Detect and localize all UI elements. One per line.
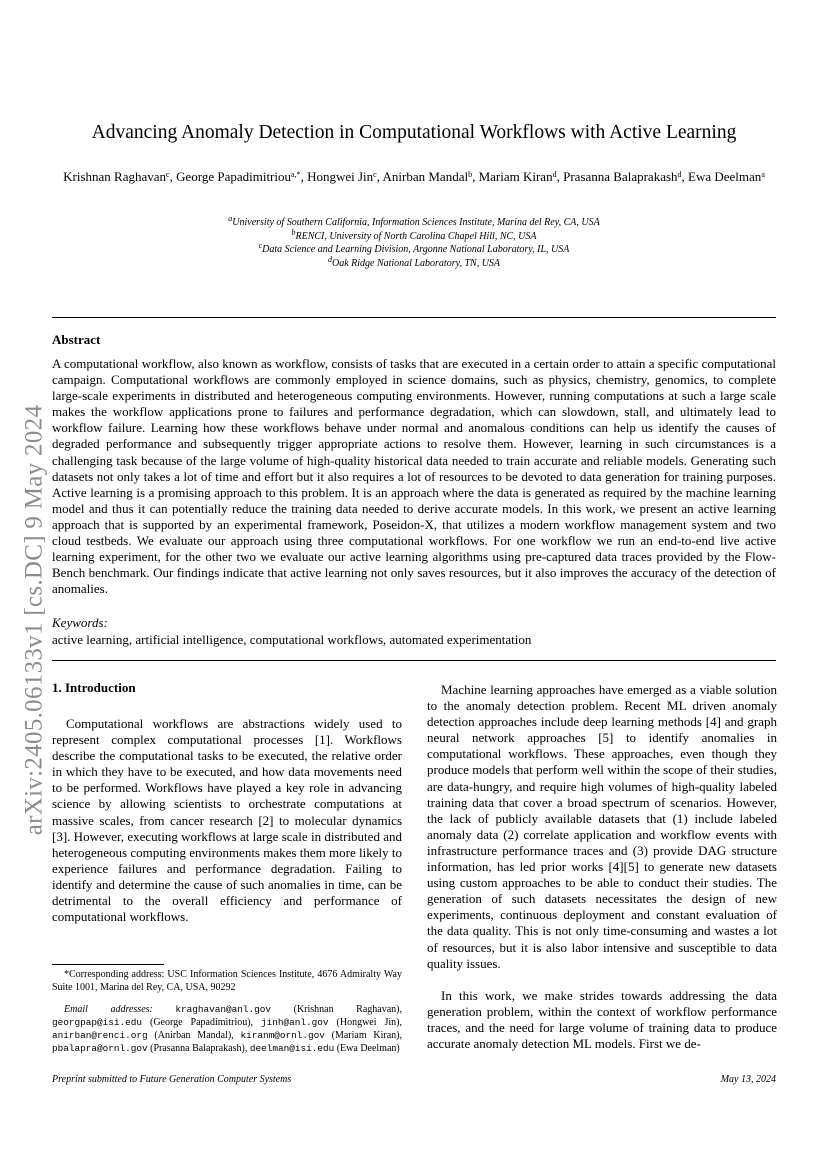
email-link[interactable]: kiranm@ornl.gov [240,1030,325,1042]
corresponding-address: *Corresponding address: USC Information Sciences Institute, 4676 Admiralty Way Suite 1001, Marina del Rey, CA, USA, 90292 [52,969,402,994]
abstract-bottom-rule [52,660,776,661]
author: Mariam Kiran$^d$ [478,169,557,184]
author: George Papadimitriou$^{a,*}$ [176,169,301,184]
arxiv-stamp-text: arXiv:2405.06133v1 [cs.DC] 9 May 2024 [20,404,47,836]
email-link[interactable]: deelman@isi.edu [249,1043,335,1055]
right-column [427,682,777,1052]
email-addresses: Email addresses: kraghavan@anl.gov (Krishnan Raghavan), georgpap@isi.edu (George Papadimitriou), jinh@anl.gov (Hongwei Jin), anirban@renci.org (Anirban Mandal), kiranm@ornl.gov (Mariam Kiran), pbalapra@ornl.gov (Prasanna Balaprakash), deelman@isi.edu (Ewa Deelman) [52,1003,403,1055]
author-list: Krishnan Raghavan$^c$, George Papadimitriou$^{a,*}$, Hongwei Jin$^c$, Anirban Mandal$^b$, Mariam Kiran$^d$, Prasanna Balaprakash$^d$, Ewa Deelman$^a$ [63,169,765,184]
arxiv-stamp [14,360,54,880]
affiliation: $^b$RENCI, University of North Carolina Chapel Hill, NC, USA [291,227,537,242]
author: Anirban Mandal$^b$ [382,169,473,184]
author: Ewa Deelman$^a$ [688,169,765,184]
abstract-heading: Abstract [52,332,101,347]
affiliation: $^a$University of Southern California, Information Sciences Institute, Marina del Rey, CA, USA [228,214,600,228]
author: Hongwei Jin$^c$ [307,169,377,184]
footer-journal: Preprint submitted to Future Generation Computer Systems [52,1074,292,1085]
affiliation: $^d$Oak Ridge National Laboratory, TN, USA [327,254,501,269]
email-link[interactable]: kraghavan@anl.gov [175,1003,272,1015]
abstract-top-rule [52,317,776,318]
email-link[interactable]: anirban@renci.org [52,1030,148,1042]
author: Krishnan Raghavan$^c$ [63,169,170,184]
left-column [52,680,402,925]
email-link[interactable]: jinh@anl.gov [261,1016,329,1028]
paper-title: Advancing Anomaly Detection in Computational Workflows with Active Learning [91,122,737,143]
affiliation-list [52,216,776,270]
affiliation: $^c$Data Science and Learning Division, Argonne National Laboratory, IL, USA [258,241,570,255]
intro-paragraph-1: Computational workflows are abstractions widely used to represent complex computational processes [1]. Workflows describe the computational tasks to be executed, the relative order in which they have to be executed, and how data movements need to be performed. Workflows have played a key role in advancing science by allowing scientists to orchestrate computations at massive scales, from cancer research [2] to molecular dynamics [3]. However, executing workflows at large scale in distributed and heterogeneous computing environments makes them more likely to experience failures and performance degradation. Failing to identify and determine the cause of such anomalies in time, can be detrimental to the overall efficiency and performance of computational workflows. [52,716,402,925]
keywords-heading: Keywords: [52,615,108,630]
intro-paragraph-3: In this work, we make strides towards addressing the data generation problem, within the context of workflow performance traces, and the need for large volume of training data to produce accurate anomaly detection ML models. First we de- [427,987,777,1051]
footnote-rule [52,964,164,965]
keywords-text: active learning, artificial intelligence, computational workflows, automated experimentation [52,632,532,647]
footnotes [52,968,402,1056]
author: Prasanna Balaprakash$^d$ [563,169,682,184]
intro-paragraph-2: Machine learning approaches have emerged as a viable solution to the anomaly detection problem. Recent ML driven anomaly detection approaches include deep learning methods [4] and graph neural network approaches [5] to identify anomalies in computational workflows. These approaches, even though they produce models that perform well within the scope of their studies, are data-hungry, and require high volumes of high-quality labeled training data that cover a broad spectrum of scenarios. However, the lack of publicly available datasets that (1) include labeled anomaly data (2) correlate application and workflow events with infrastructure performance traces and (3) provide DAG structure information, has led prior works [4][5] to generate new datasets using custom approaches to be able to conduct their studies. The generation of such datasets necessitates the design of new experiments, continuous deployment and constant evaluation of the data quality. This is not only time-consuming and wastes a lot of resources, but it is also labor intensive and susceptible to data quality issues. [427,682,777,971]
email-link[interactable]: georgpap@isi.edu [52,1016,143,1028]
footer-date: May 13, 2024 [720,1074,776,1085]
abstract-text: A computational workflow, also known as workflow, consists of tasks that are executed in a certain order to attain a specific computational campaign. Computational workflows are commonly employed in science domains, such as physics, chemistry, genomics, to complete large-scale experiments in distributed and heterogeneous computing environments. However, running computations at such a large scale makes the workflow applications prone to failures and performance degradation, which can slowdown, stall, and ultimately lead to workflow failure. Learning how these workflows behave under normal and anomalous conditions can help us identify the causes of degraded performance and subsequently trigger appropriate actions to resolve them. However, learning in such circumstances is a challenging task because of the large volume of high-quality historical data needed to train accurate and reliable models. Generating such datasets not only takes a lot of time and effort but it also requires a lot of resources to be devoted to data generation for training purposes. Active learning is a promising approach to this problem. It is an approach where the data is generated as required by the machine learning model and thus it can potentially reduce the training data needed to derive accurate models. In this work, we present an active learning approach that is supported by an experimental framework, Poseidon-X, that utilizes a modern workflow management system and two cloud testbeds. We evaluate our approach using three computational workflows. For one workflow we run an end-to-end live active learning experiment, for the other two we evaluate our active learning algorithms using pre-captured data traces provided by the Flow-Bench benchmark. Our findings indicate that active learning not only saves resources, but it also improves the accuracy of the detection of anomalies. [52,356,776,597]
section-heading-introduction: 1. Introduction [52,680,136,695]
email-link[interactable]: pbalapra@ornl.gov [52,1043,148,1055]
